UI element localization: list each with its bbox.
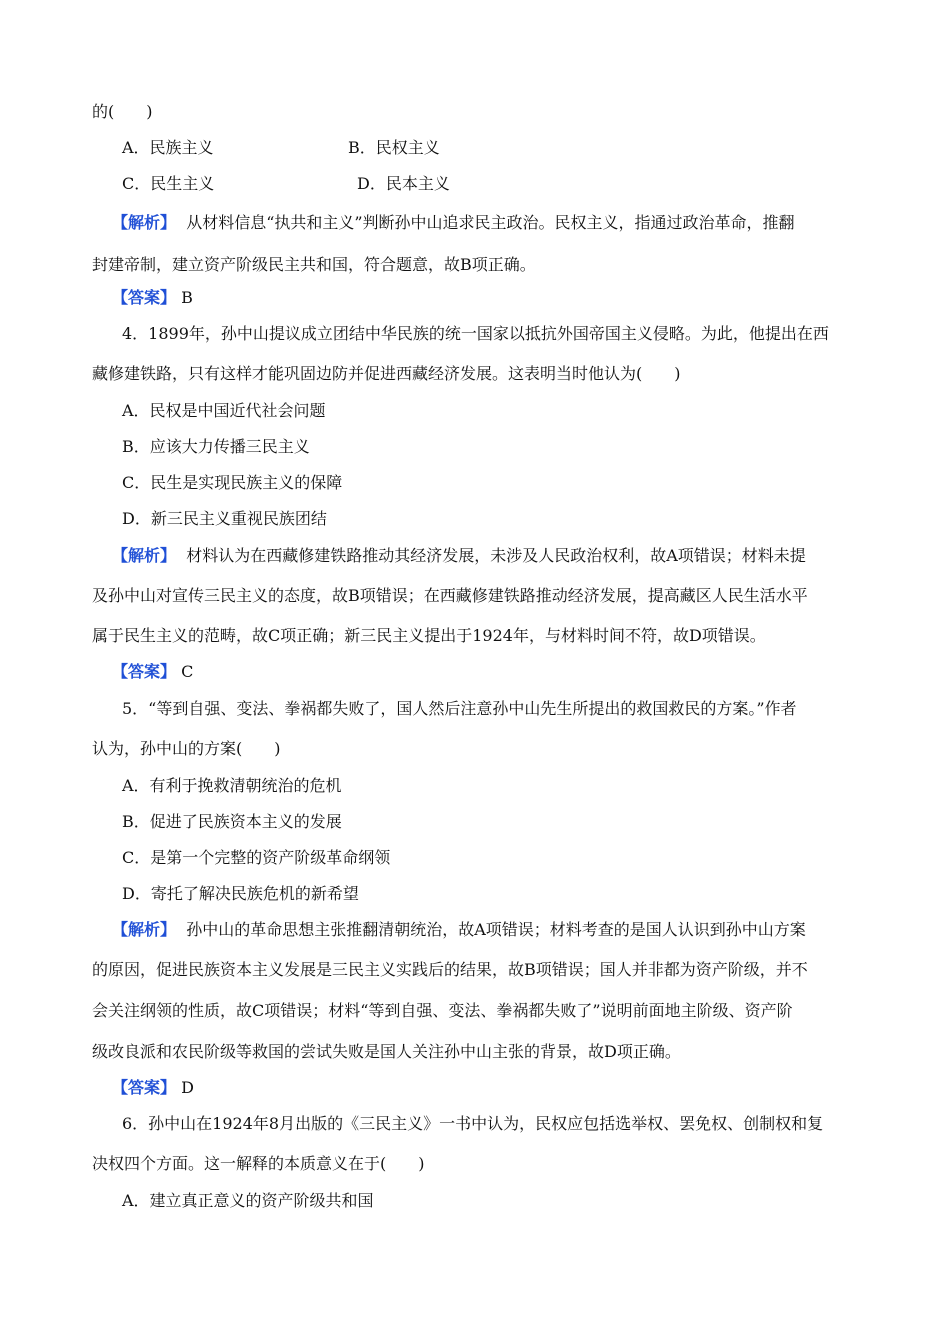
q5-option-c: C．是第一个完整的资产阶级革命纲领 — [122, 848, 391, 867]
q3-stem-tail: 的( ) — [92, 102, 153, 121]
q4-answer — [112, 660, 882, 684]
q5-stem-line-2: 认为，孙中山的方案( ) — [92, 739, 281, 758]
answer-tag: 【答案】 — [112, 1078, 177, 1097]
q5-stem-line-1: 5．“等到自强、变法、拳祸都失败了，国人然后注意孙中山先生所提出的救国救民的方案。”作者 — [122, 699, 797, 718]
q3-analysis-line-1: 从材料信息“执共和主义”判断孙中山追求民主政治。民权主义，指通过政治革命，推翻 — [186, 213, 795, 232]
q6-stem-line-1: 6．孙中山在1924年8月出版的《三民主义》一书中认为，民权应包括选举权、罢免权、创制权和复 — [122, 1114, 824, 1133]
q4-analysis-line-1: 材料认为在西藏修建铁路推动其经济发展，未涉及人民政治权利，故A项错误；材料未提 — [186, 546, 806, 565]
q3-option-b: B．民权主义 — [348, 138, 440, 157]
analysis-tag: 【解析】 — [112, 213, 177, 232]
q3-answer-value: B — [181, 288, 193, 307]
q3-option-d: D．民本主义 — [357, 174, 450, 193]
answer-tag: 【答案】 — [112, 288, 177, 307]
q5-analysis-line-2: 的原因，促进民族资本主义发展是三民主义实践后的结果，故B项错误；国人并非都为资产阶级，并不 — [92, 960, 808, 979]
q5-analysis-line-3: 会关注纲领的性质，故C项错误；材料“等到自强、变法、拳祸都失败了”说明前面地主阶级、资产阶 — [92, 1001, 793, 1020]
q3-answer — [112, 286, 882, 310]
answer-tag: 【答案】 — [112, 662, 177, 681]
q4-answer-value: C — [181, 662, 194, 681]
q4-option-c: C．民生是实现民族主义的保障 — [122, 473, 343, 492]
q3-option-a: A．民族主义 — [122, 138, 214, 157]
q5-analysis-line-4: 级改良派和农民阶级等救国的尝试失败是国人关注孙中山主张的背景，故D项正确。 — [92, 1042, 681, 1061]
q5-answer-value: D — [181, 1078, 194, 1097]
q4-option-b: B．应该大力传播三民主义 — [122, 437, 310, 456]
q3-analysis — [112, 211, 882, 235]
q5-option-b: B．促进了民族资本主义的发展 — [122, 812, 342, 831]
q4-stem-line-2: 藏修建铁路，只有这样才能巩固边防并促进西藏经济发展。这表明当时他认为( ) — [92, 364, 681, 383]
analysis-tag: 【解析】 — [112, 546, 177, 565]
q4-option-d: D．新三民主义重视民族团结 — [122, 509, 327, 528]
q4-analysis-line-2: 及孙中山对宣传三民主义的态度，故B项错误；在西藏修建铁路推动经济发展，提高藏区人民生活水平 — [92, 586, 808, 605]
q5-option-a: A．有利于挽救清朝统治的危机 — [122, 776, 342, 795]
analysis-tag: 【解析】 — [112, 920, 177, 939]
q5-analysis — [112, 918, 882, 942]
q6-option-a: A．建立真正意义的资产阶级共和国 — [122, 1191, 374, 1210]
q4-option-a: A．民权是中国近代社会问题 — [122, 401, 326, 420]
q5-analysis-line-1: 孙中山的革命思想主张推翻清朝统治，故A项错误；材料考查的是国人认识到孙中山方案 — [186, 920, 806, 939]
q6-stem-line-2: 决权四个方面。这一解释的本质意义在于( ) — [92, 1154, 425, 1173]
q3-option-c: C．民生主义 — [122, 174, 215, 193]
q4-analysis — [112, 544, 882, 568]
q5-answer — [112, 1076, 882, 1100]
q4-analysis-line-3: 属于民生主义的范畴，故C项正确；新三民主义提出于1924年，与材料时间不符，故D项错误。 — [92, 626, 766, 645]
q4-stem-line-1: 4．1899年，孙中山提议成立团结中华民族的统一国家以抵抗外国帝国主义侵略。为此，他提出在西 — [122, 324, 829, 343]
q5-option-d: D．寄托了解决民族危机的新希望 — [122, 884, 359, 903]
q3-analysis-line-2: 封建帝制，建立资产阶级民主共和国，符合题意，故B项正确。 — [92, 255, 536, 274]
